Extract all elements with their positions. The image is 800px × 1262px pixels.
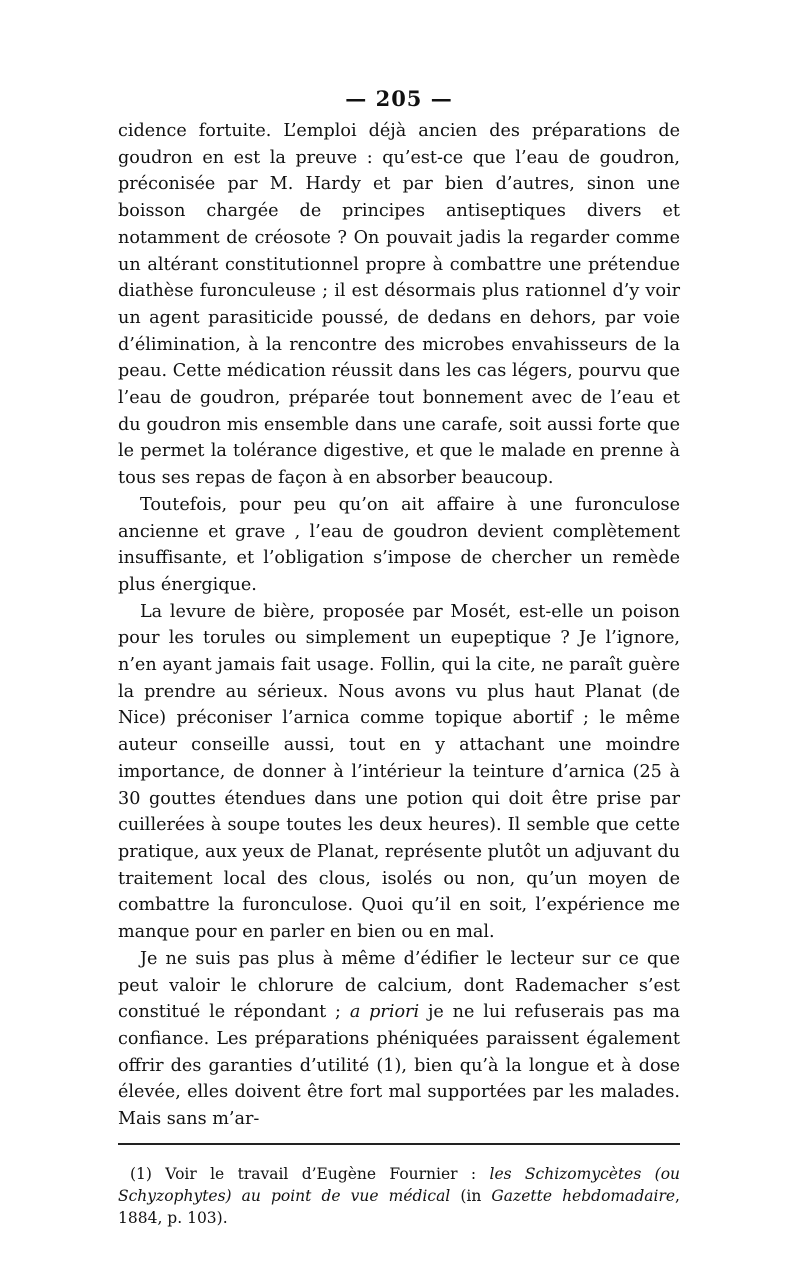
page-number: — 205 — <box>345 86 453 111</box>
paragraph-3: La levure de bière, proposée par Mosét, est-elle un poison pour les torules ou simplement un eupeptique ? Je l’ignore, n’en ayant jamais fait usage. Follin, qui la cite, ne paraît guère la prendre au sérieux. Nous avons vu plus haut Planat (de Nice) préconiser l’arnica comme topique abortif ; le même auteur conseille aussi, tout en y attachant une moindre importance, de donner à l’intérieur la teinture d’arnica (25 à 30 gouttes étendues dans une potion qui doit être prise par cuillerées à soupe toutes les deux heures). Il semble que cette pratique, aux yeux de Planat, représente plutôt un adjuvant du traitement local des clous, isolés ou non, qu’un moyen de combattre la furonculose. Quoi qu’il en soit, l’expérience me manque pour en parler en bien ou en mal. <box>118 601 680 943</box>
paragraph-1: cidence fortuite. L’emploi déjà ancien des préparations de goudron en est la preuve : qu’est-ce que l’eau de goudron, préconisée par M. Hardy et par bien d’autres, sinon une boisson chargée de principes antiseptiques divers et notamment de créosote ? On pouvait jadis la regarder comme un altérant constitutionnel propre à combattre une prétendue diathèse furonculeuse ; il est désormais plus rationnel d’y voir un agent parasiticide poussé, de dedans en dehors, par voie d’élimination, à la rencontre des microbes envahisseurs de la peau. Cette médication réussit dans les cas légers, pourvu que l’eau de goudron, préparée tout bonnement avec de l’eau et du goudron mis ensemble dans une carafe, soit aussi forte que le permet la tolérance digestive, et que le malade en prenne à tous ses repas de façon à en absorber beaucoup. <box>118 121 680 489</box>
paragraph-4 <box>118 946 680 1133</box>
footnote-divider <box>118 1143 680 1145</box>
footnote-journal: Gazette hebdomadaire <box>491 1186 676 1205</box>
paragraph-2: Toutefois, pour peu qu’on ait affaire à une furonculose ancienne et grave , l’eau de goudron devient complètement insuffisante, et l’obligation s’impose de chercher un remède plus énergique. <box>118 494 680 595</box>
footnote-lead: (1) Voir le travail d’Eugène Fournier : <box>130 1164 490 1183</box>
footnote-mid: (in <box>450 1186 492 1205</box>
footnote-title: les Schizomycètes (ou Schyzophytes) au point de vue médical <box>118 1164 681 1205</box>
footnote <box>118 1163 680 1229</box>
paragraph-4-text-a: Je ne suis pas plus à même d’édifier le lecteur sur ce que peut valoir le chlorure de calcium, dont Rademacher s’est constitué le répondant ; <box>118 948 680 1023</box>
body-text <box>118 118 680 1133</box>
book-page <box>118 84 680 1229</box>
paragraph-4-italic: a priori <box>349 1002 420 1023</box>
paragraph-4-text-b: je ne lui refuserais pas ma confiance. Les préparations phéniquées paraissent également offrir des garanties d’utilité (1), bien qu’à la longue et à dose élevée, elles doivent être fort mal supportées par les malades. Mais sans m’ar- <box>118 1002 680 1130</box>
footnote-tail: , 1884, p. 103). <box>118 1186 680 1227</box>
